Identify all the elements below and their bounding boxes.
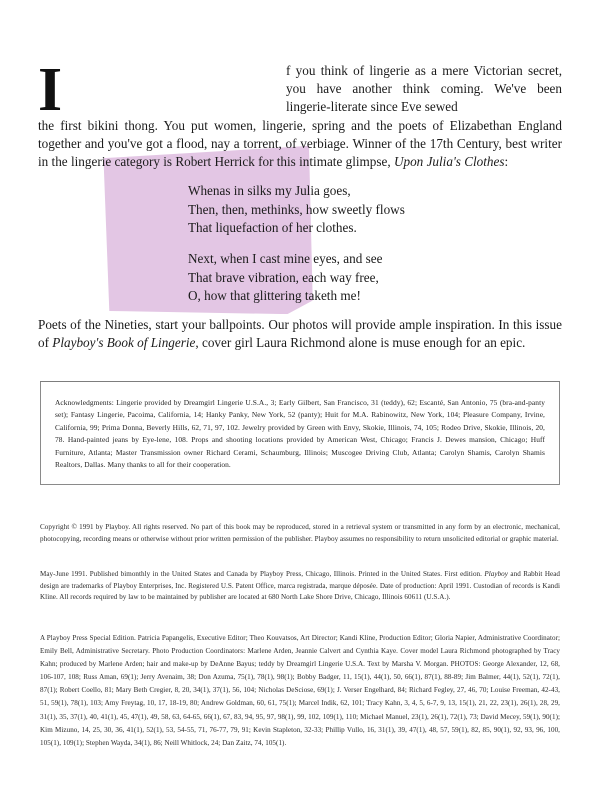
closing-part1: Poets of the Nineties, start your ballpoints. Our photos will provide ample inspiration. In this issue of <box>38 316 562 351</box>
editorial-section <box>38 56 562 352</box>
drop-cap-letter: I <box>38 56 63 124</box>
closing-paragraph <box>38 316 562 353</box>
lede-first-lines: f you think of lingerie as a mere Victorian secret, you have another think coming. We've been lingerie-literate since Eve sewed <box>286 63 562 115</box>
poem-line: Next, when I cast mine eyes, and see <box>188 251 383 267</box>
copyright-text: Copyright © 1991 by Playboy. All rights reserved. No part of this book may be reproduced, stored in a retrieval system or transmitted in any form by an electronic, mechanical, photocopying, recording means or otherwise without prior written permission of the publisher. Playboy assumes no responsibility to return unsolicited editorial or graphic material. <box>40 523 560 543</box>
poem-line: O, how that glittering taketh me! <box>188 288 361 304</box>
poem-title-inline: Upon Julia's Clothes <box>393 154 505 170</box>
poem-block <box>188 182 562 305</box>
poem-stanza <box>188 182 562 237</box>
lede-tail: : <box>504 154 509 170</box>
publication-part1: May-June 1991. Published bimonthly in the United States and Canada by Playboy Press, Chicago, Illinois. Printed in the United States. First edition. <box>40 570 485 578</box>
publication-info-block <box>40 569 560 604</box>
publication-info-text <box>40 569 560 604</box>
publication-title-inline: Playboy's Book of Lingerie <box>52 335 196 351</box>
poem-line: That liquefaction of her clothes. <box>188 220 357 236</box>
closing-part2: , cover girl Laura Richmond alone is muse enough for an epic. <box>195 335 526 351</box>
poem-line: Whenas in silks my Julia goes, <box>188 183 351 199</box>
acknowledgments-box <box>40 382 560 485</box>
credits-text: A Playboy Press Special Edition. Patricia Papangelis, Executive Editor; Theo Kouvatsos, Art Director; Kandi Kline, Production Editor; Gloria Napier, Administrative Coordinator; Emily Bell, Administrative Secretary. Photo Production Coordinators: Marlene Arden, Jeannie Calvert and Cynthia Kaye. Cover model Laura Richmond photographed by Tracy Kahn; produced by Marlene Arden; hair and make-up by DeAnne Bayus; teddy by Dreamgirl Lingerie U.S.A. Text by Marsha V. Morgan. PHOTOS: George Alexander, 12, 68, 106-107, 108; Russ Aman, 69(1); Jerry Avenaim, 38; Don Azuma, 75(1), 78(1), 98(1); Bobby Badger, 11, 15(1), 44(1), 50, 66(1), 87(1), 88-89; Jim Balmer, 44(1), 52(1), 72(1), 87(1); Robert Coello, 81; Mary Beth Cregier, 8, 20, 34(1), 37(1), 56, 104; Nicholas DeSciose, 69(1); J. Verser Engelhard, 84; Richard Fegley, 27, 46, 70; Louise Freeman, 42-43, 51, 59(1), 78(1), 103; Amy Freytag, 10, 17, 18-19, 80; Andrew Goldman, 60, 61, 75(1); Marcel Indik, 62, 101; Tracy Kahn, 3, 4, 5, 6-7, 9, 13, 15(1), 21, 22, 23(1), 26(1), 28, 29, 31(1), 35, 37(1), 40, 41(1), 45, 47(1), 49, 58, 63, 64-65, 66(1), 67, 83, 94, 95, 97, 98(1), 99, 102, 109(1), 110; Michael Manuel, 23(1), 26(1), 72(1), 73; David Mecey, 59(1), 90(1); Kim Mizuno, 14, 25, 30, 36, 41(1), 52(1), 53, 54-55, 71, 76-77, 79, 91; Kevin Stapleton, 32-33; Phillip Vullo, 16, 31(1), 39, 47(1), 48, 57, 59(1), 82, 85, 90(1), 92, 93, 96, 100, 105(1), 109(1); Stephen Wayda, 34(1), 86; Neill Whitlock, 24; Dan Zaitz, 74, 105(1). <box>40 634 560 747</box>
poem-stanza <box>188 250 562 305</box>
credits-block <box>40 632 560 750</box>
acknowledgments-text: Acknowledgments: Lingerie provided by Dreamgirl Lingerie U.S.A., 3; Early Gilbert, San Francisco, 31 (teddy), 62; Escanté, San Antonio, 75 (bra-and-panty set); Fantasy Lingerie, Pacoima, California, 14; Hanky Panky, New York, 52 (panty); Huit for M.A. Rabinowitz, New York, 104; Pleasure Company, Irvine, California, 99; Prima Donna, Beverly Hills, 62, 71, 97, 102. Jewelry provided by Green with Envy, Skokie, Illinois, 74, 105; Rodeo Drive, Skokie, Illinois, 20, 78. Hand-painted jeans by Eye-lene, 108. Props and shooting locations provided by American West, Chicago; Francis J. Dewes mansion, Chicago; Huff Furniture, Atlanta; Master Transmission owner Richard Cerami, Schaumburg, Illinois; Muscogee Driving Club, Atlanta; Carolyn Shamis, Carolyn Shamis Realtors, Dallas. Many thanks to all for their cooperation. <box>55 398 545 470</box>
lede-body: the first bikini thong. You put women, lingerie, spring and the poets of Elizabethan England together and you've got a flood, nay a torrent, of verbiage. Winner of the 17th Century, best writer in the lingerie category is Robert Herrick for this intimate glimpse, <box>38 117 562 170</box>
lede-paragraph <box>38 56 562 171</box>
poem-line: Then, then, methinks, how sweetly flows <box>188 201 405 217</box>
publication-part2: and Rabbit Head design are trademarks of Playboy Enterprises, Inc. Registered U.S. Patent Office, marca registrada, marque déposée. Date of production: April 1991. Custodian of records is Kandi Kline. All records required by law to be maintained by publisher are located at 680 North Lake Shore Drive, Chicago, Illinois 60611 (U.S.A.). <box>40 570 560 602</box>
copyright-block <box>40 522 560 545</box>
publication-italic-title: Playboy <box>484 570 508 578</box>
poem-line: That brave vibration, each way free, <box>188 269 379 285</box>
